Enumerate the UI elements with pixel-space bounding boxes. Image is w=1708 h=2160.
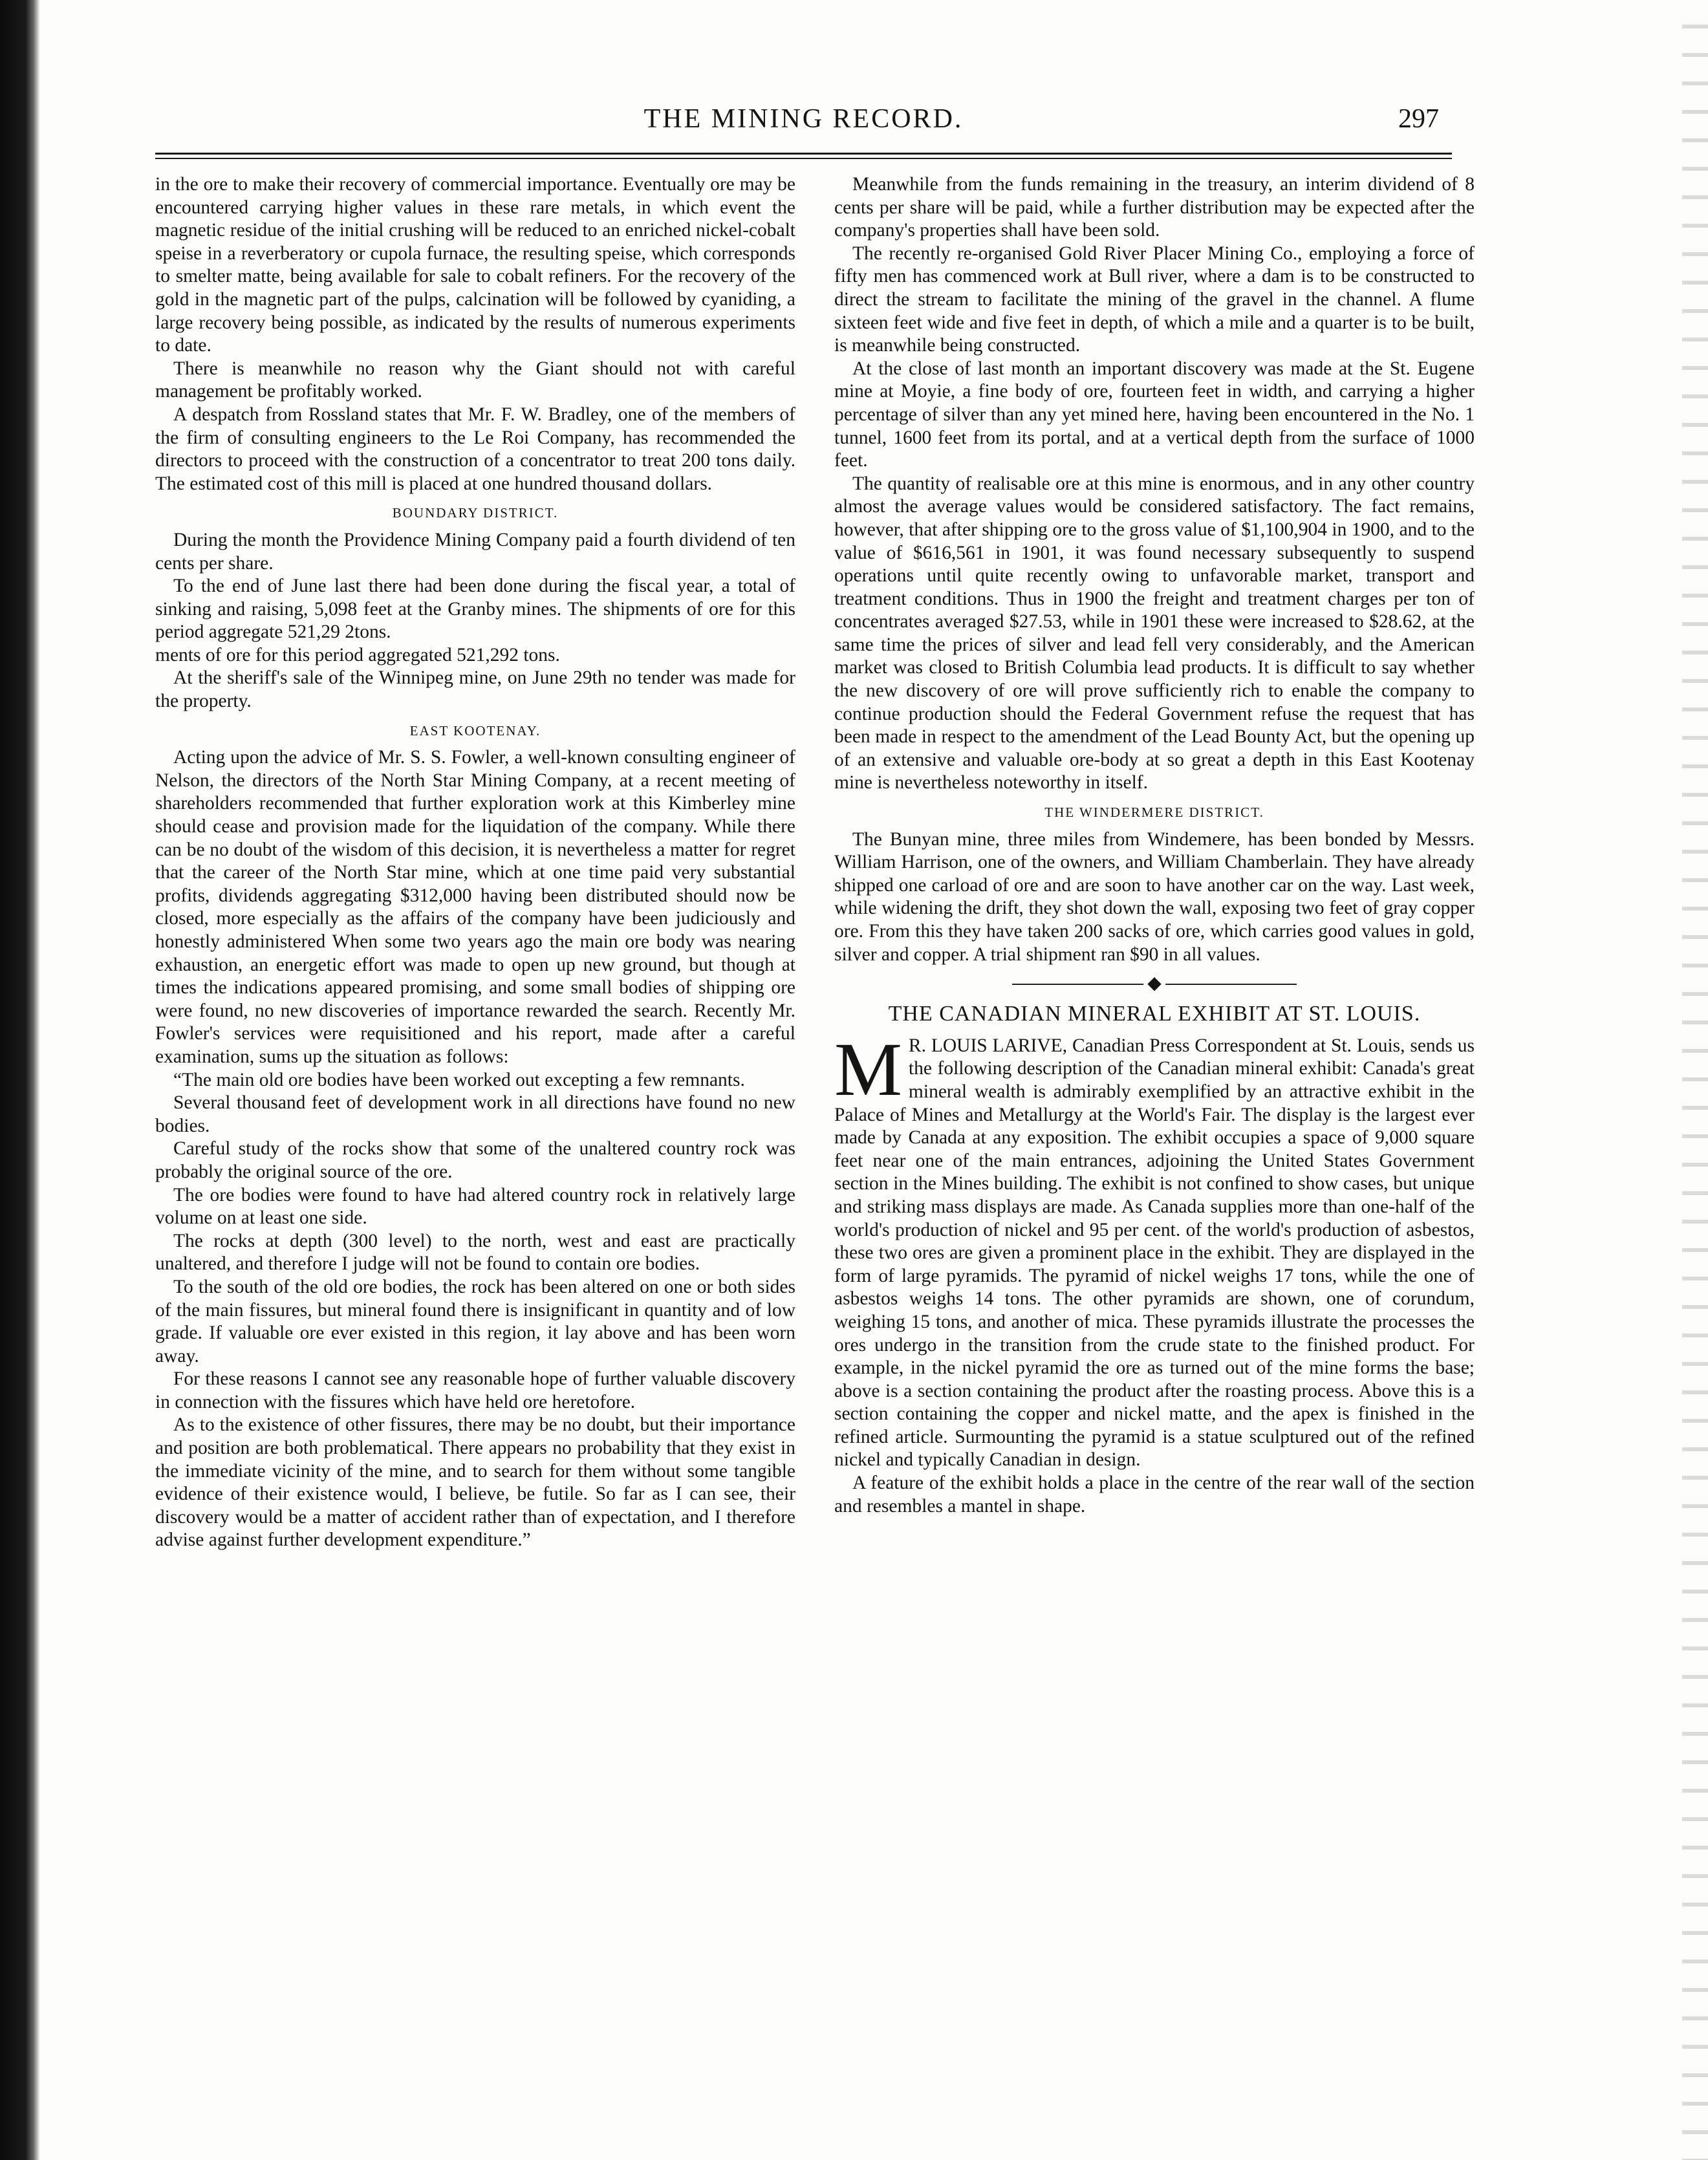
page-binding-shadow bbox=[0, 0, 40, 2160]
running-title: THE MINING RECORD. bbox=[643, 104, 964, 134]
right-column bbox=[834, 173, 1475, 1518]
left-column bbox=[155, 173, 795, 1552]
paragraph: ments of ore for this period aggregated 521,292 tons. bbox=[155, 644, 560, 665]
paragraph: There is meanwhile no reason why the Giant should not with careful management be profitably worked. bbox=[155, 358, 795, 402]
quoted-paragraph: The rocks at depth (300 level) to the north, west and east are practically unaltered, and therefore I judge will not be found to contain ore bodies. bbox=[155, 1230, 795, 1275]
diamond-ornament-icon: ◆ bbox=[1143, 974, 1165, 993]
quoted-paragraph: The ore bodies were found to have had altered country rock in relatively large volume on at least one side. bbox=[155, 1184, 795, 1229]
article-lead-paragraph bbox=[834, 1026, 1475, 1472]
lead-in-text: R. LOUIS LARIVE, bbox=[908, 1035, 1068, 1056]
paragraph: The recently re-organised Gold River Placer Mining Co., employing a force of fifty men has commenced work at Bull river, where a dam is to be constructed to direct the stream to facilitate the mining of the gravel in the channel. A flume sixteen feet wide and five feet in depth, of which a mile and a quarter is to be built, is meanwhile being constructed. bbox=[834, 243, 1475, 356]
paragraph: During the month the Providence Mining Company paid a fourth dividend of ten cents per share. bbox=[155, 529, 795, 574]
page-header bbox=[155, 97, 1452, 142]
quoted-paragraph: Several thousand feet of development work in all directions have found no new bodies. bbox=[155, 1092, 795, 1136]
quoted-paragraph: For these reasons I cannot see any reasonable hope of further valuable discovery in connection with the fissures which have held ore heretofore. bbox=[155, 1368, 795, 1412]
paragraph: A feature of the exhibit holds a place in the centre of the rear wall of the section and resembles a mantel in shape. bbox=[834, 1473, 1475, 1517]
page-number: 297 bbox=[1398, 104, 1439, 134]
article-title: THE CANADIAN MINERAL EXHIBIT AT ST. LOUIS. bbox=[888, 1002, 1421, 1026]
section-heading-windermere: THE WINDERMERE DISTRICT. bbox=[1044, 805, 1264, 821]
quoted-paragraph: To the south of the old ore bodies, the rock has been altered on one or both sides of the main fissures, but mineral found there is insignificant in quantity and of low grade. If valuable ore ever existed in this region, it lay above and has been worn away. bbox=[155, 1276, 795, 1366]
header-double-rule bbox=[155, 153, 1452, 159]
quoted-paragraph: As to the existence of other fissures, there may be no doubt, but their importance and position are both problematical. There appears no probability that they exist in the immediate vicinity of the mine, and to search for them without some tangible evidence of their existence would, I believe, be futile. So far as I can see, their discovery would be a matter of accident rather than of expectation, and I therefore advise against further development expenditure.” bbox=[155, 1414, 795, 1551]
paragraph: Acting upon the advice of Mr. S. S. Fowler, a well-known consulting engineer of Nelson, the directors of the North Star Mining Company, at a recent meeting of shareholders recommended that further exploration work at this Kimberley mine should cease and provision made for the liquidation of the company. While there can be no doubt of the wisdom of this decision, it is nevertheless a matter for regret that the career of the North Star mine, which at one time paid very substantial profits, dividends aggregating $312,000 having been distributed should now be closed, more especially as the affairs of the company have been judiciously and honestly administered When some two years ago the main ore body was nearing exhaustion, an energetic effort was made to open up new ground, but though at times the indications appeared promising, and some small bodies of shipping ore were found, no new discoveries of importance rewarded the search. Recently Mr. Fowler's services were requisitioned and his report, made after a careful examination, sums up the situation as follows: bbox=[155, 747, 795, 1067]
quoted-paragraph: “The main old ore bodies have been worked out excepting a few remnants. bbox=[173, 1069, 745, 1090]
ornamental-divider bbox=[1012, 973, 1297, 994]
paragraph: Meanwhile from the funds remaining in the treasury, an interim dividend of 8 cents per share will be paid, while a further distribution may be expected after the company's properties shall have been sold. bbox=[834, 174, 1475, 241]
paragraph: in the ore to make their recovery of commercial importance. Eventually ore may be encountered carrying higher values in these rare metals, in which event the magnetic residue of the initial crushing will be reduced to an enriched nickel-cobalt speise in a reverberatory or cupola furnace, the resulting speise, which corresponds to smelter matte, being available for sale to cobalt refiners. For the recovery of the gold in the magnetic part of the pulps, calcination will be followed by cyaniding, a large recovery being possible, as indicated by the results of numerous experiments to date. bbox=[155, 174, 795, 356]
section-heading-east-kootenay: EAST KOOTENAY. bbox=[409, 722, 541, 739]
quoted-paragraph: Careful study of the rocks show that some of the unaltered country rock was probably the original source of the ore. bbox=[155, 1138, 795, 1182]
paragraph: A despatch from Rossland states that Mr. F. W. Bradley, one of the members of the firm of consulting engineers to the Le Roi Company, has recommended the directors to proceed with the construction of a concentrator to treat 200 tons daily. The estimated cost of this mill is placed at one hundred thousand dollars. bbox=[155, 404, 795, 494]
page-edge-marks bbox=[1682, 0, 1708, 2160]
paragraph: The Bunyan mine, three miles from Windemere, has been bonded by Messrs. William Harrison, one of the owners, and William Chamberlain. They have already shipped one carload of ore and are soon to have another car on the way. Last week, while widening the drift, they shot down the wall, exposing two feet of gray copper ore. From this they have taken 200 sacks of ore, which carries good values in gold, silver and copper. A trial shipment ran $90 in all values. bbox=[834, 828, 1475, 965]
paragraph: At the close of last month an important discovery was made at the St. Eugene mine at Moyie, a fine body of ore, fourteen feet in width, and carrying a higher percentage of silver than any yet mined here, having been encountered in the No. 1 tunnel, 1600 feet from its portal, and at a vertical depth from the surface of 1000 feet. bbox=[834, 358, 1475, 471]
lead-paragraph-text: Canadian Press Correspondent at St. Louis, sends us the following description of the Canadian mineral exhibit: Canada's great mineral wealth is admirably exemplified by an attractive exhibit in the Palace of Mines and Metallurgy at the World's Fair. The display is the largest ever made by Canada at any exposition. The exhibit occupies a space of 9,000 square feet near one of the main entrances, adjoining the United States Government section in the Mines building. The exhibit is not confined to show cases, but unique and striking mass displays are made. As Canada supplies more than one-half of the world's production of nickel and 95 per cent. of the world's production of asbestos, these two ores are given a prominent place in the exhibit. They are displayed in the form of large pyramids. The pyramid of nickel weighs 17 tons, while the one of asbestos weighs 14 tons. The other pyramids are shown, one of corundum, weighing 15 tons, and another of mica. These pyramids illustrate the processes the ores undergo in the transition from the crude state to the finished product. For example, in the nickel pyramid the ore as turned out of the mine forms the base; above is a section containing the product after the roasting process. Above this is a section containing the copper and nickel matte, and the apex is finished in the refined article. Surmounting the pyramid is a statue sculptured out of the refined nickel and typically Canadian in design. bbox=[834, 1035, 1475, 1471]
paragraph: To the end of June last there had been done during the fiscal year, a total of sinking and raising, 5,098 feet at the Granby mines. The shipments of ore for this period aggregate 521,29 2tons. bbox=[155, 576, 795, 643]
section-heading-boundary: BOUNDARY DISTRICT. bbox=[392, 505, 559, 521]
drop-cap-letter: M bbox=[834, 1026, 902, 1112]
paragraph: At the sheriff's sale of the Winnipeg mine, on June 29th no tender was made for the property. bbox=[155, 667, 795, 712]
paragraph: The quantity of realisable ore at this mine is enormous, and in any other country almost the average values would be considered satisfactory. The fact remains, however, that after shipping ore to the gross value of $1,100,904 in 1900, and to the value of $616,561 in 1901, it was found necessary subsequently to suspend operations until quite recently owing to unfavorable market, transport and treatment conditions. Thus in 1900 the freight and treatment charges per ton of concentrates averaged $27.53, while in 1901 these were increased to $28.62, at the same time the prices of silver and lead fell very considerably, and the American market was closed to British Columbia lead products. It is difficult to say whether the new discovery of ore will prove sufficiently rich to enable the company to continue production should the Federal Government refuse the request that has been made in respect to the amendment of the Lead Bounty Act, but the opening up of an extensive and valuable ore-body at so great a depth in this East Kootenay mine is nevertheless noteworthy in itself. bbox=[834, 473, 1475, 794]
